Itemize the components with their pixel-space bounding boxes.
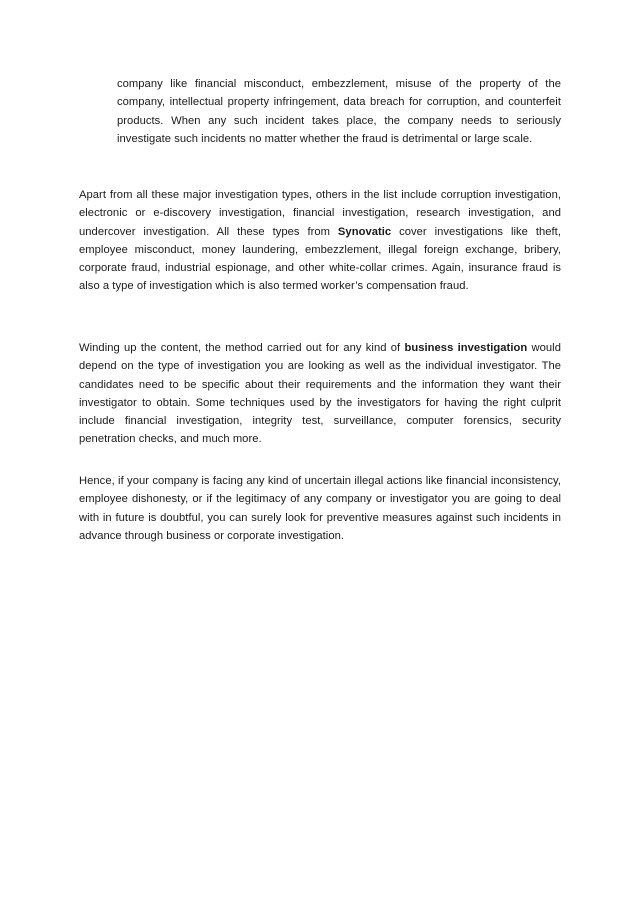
paragraph-investigation-types (79, 186, 561, 296)
paragraph-text: company like financial misconduct, embezzlement, misuse of the property of the company, intellectual property infringement, data breach for corruption, and counterfeit products. When any such incident takes place, the company needs to seriously investigate such incidents no matter whether the fraud is detrimental or large scale. (117, 78, 561, 145)
bold-keyword: business investigation (404, 342, 528, 354)
paragraph-winding-up (79, 339, 561, 449)
paragraph-conclusion (79, 472, 561, 545)
paragraph-text-end: would depend on the type of investigation you are looking as well as the individual investigator. The candidates need to be specific about their requirements and the information they want their investigator to obtain. Some techniques used by the investigators for having the right culprit include financial investigation, integrity test, surveillance, computer forensics, security penetration checks, and much more. (79, 342, 561, 446)
paragraph-text-end: cover investigations like theft, employee misconduct, money laundering, embezzlement, illegal foreign exchange, bribery, corporate fraud, industrial espionage, and other white-collar crimes. Again, insurance fraud is also a type of investigation which is also termed worker’s compensation fraud. (79, 225, 561, 293)
paragraph-text: Hence, if your company is facing any kind of uncertain illegal actions like financial inconsistency, employee dishonesty, or if the legitimacy of any company or investigator you are going to deal with in future is doubtful, you can surely look for preventive measures against such incidents in advance through business or corporate investigation. (79, 475, 561, 542)
paragraph-text-start: Winding up the content, the method carried out for any kind of (79, 342, 405, 354)
paragraph-text-start: Apart from all these major investigation types, others in the list include corruption investigation, electronic or e-discovery investigation, financial investigation, research investigation, and undercover investigation. All these types from (79, 189, 561, 238)
bold-company-name: Synovatic (337, 225, 392, 238)
paragraph-continued-list-item (117, 75, 561, 148)
